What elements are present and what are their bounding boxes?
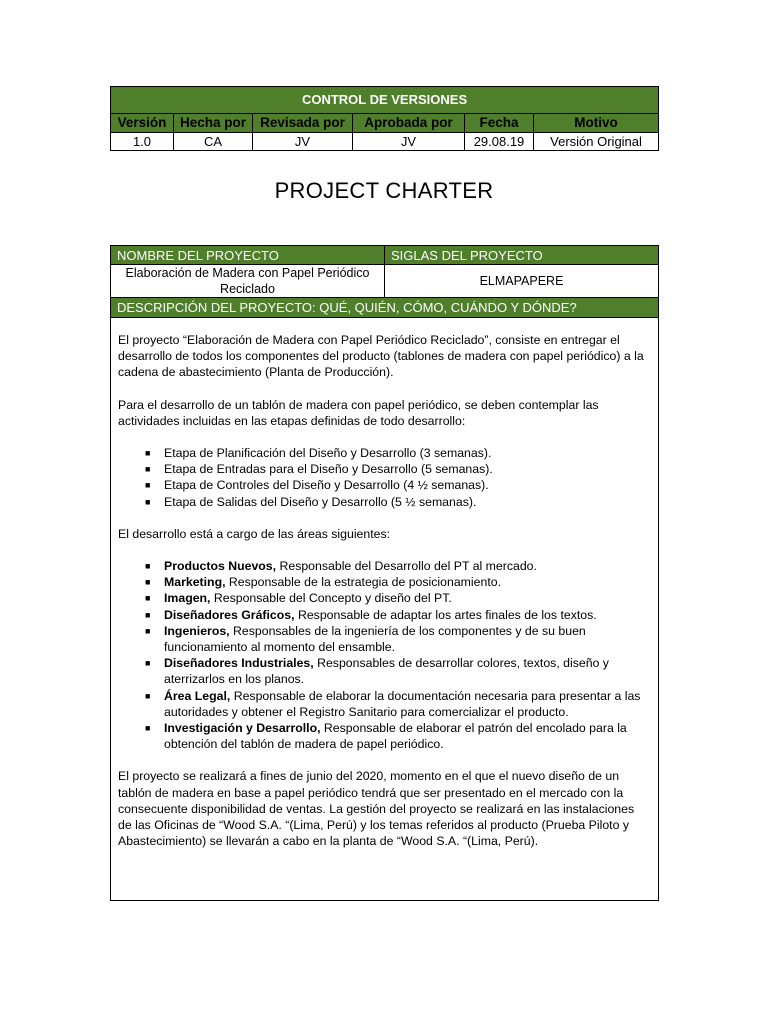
area-item	[144, 655, 649, 687]
bullet-icon: ■	[145, 609, 151, 620]
project-name-label: NOMBRE DEL PROYECTO	[111, 246, 385, 265]
area-name: Marketing,	[164, 575, 226, 590]
description-label-sub: QUÉ, QUIÉN, CÓMO, CUÁNDO Y DÓNDE?	[319, 300, 577, 315]
stage-text: Etapa de Salidas del Diseño y Desarrollo (5 ½ semanas).	[164, 494, 477, 509]
stage-item	[144, 494, 649, 510]
project-table	[110, 245, 659, 901]
areas-list	[118, 558, 649, 752]
area-item	[144, 720, 649, 752]
version-control-title: CONTROL DE VERSIONES	[111, 87, 659, 114]
version-value: 1.0	[111, 133, 174, 151]
area-description: Responsable del Concepto y diseño del PT.	[210, 591, 452, 606]
area-name: Investigación y Desarrollo,	[164, 721, 321, 736]
area-description: Responsables de desarrollar colores, textos, diseño y aterrizarlos en los planos.	[164, 656, 609, 687]
area-item	[144, 623, 649, 655]
date-value: 29.08.19	[465, 133, 534, 151]
bullet-icon: ■	[145, 480, 151, 491]
bullet-icon: ■	[145, 577, 151, 588]
version-control-table	[110, 86, 659, 151]
area-item	[144, 590, 649, 606]
area-name: Imagen,	[164, 591, 211, 606]
project-acronym-label: SIGLAS DEL PROYECTO	[385, 246, 659, 265]
area-description: Responsable de adaptar los artes finales de los textos.	[294, 607, 597, 622]
stage-item	[144, 477, 649, 493]
project-acronym: ELMAPAPERE	[385, 265, 659, 298]
area-name: Ingenieros,	[164, 623, 230, 638]
description-label	[111, 298, 659, 318]
area-description: Responsable de elaborar el patrón del encolado para la obtención del tablón de madera de papel periódico.	[164, 721, 627, 752]
bullet-icon: ■	[145, 593, 151, 604]
area-name: Diseñadores Gráficos,	[164, 607, 295, 622]
bullet-icon: ■	[145, 658, 151, 669]
paragraph-areas-intro: El desarrollo está a cargo de las áreas siguientes:	[118, 526, 391, 541]
reason-value: Versión Original	[534, 133, 659, 151]
approved-by-value: JV	[353, 133, 465, 151]
area-item	[144, 558, 649, 574]
bullet-icon: ■	[145, 464, 151, 475]
reviewed-by-header: Revisada por	[253, 114, 353, 133]
stage-text: Etapa de Entradas para el Diseño y Desarrollo (5 semanas).	[164, 462, 493, 477]
made-by-value: CA	[174, 133, 253, 151]
paragraph-intro: El proyecto “Elaboración de Madera con Papel Periódico Reciclado”, consiste en entregar el desarrollo de todos los componentes del producto (tablones de madera con papel periódico) a la cadena de abastecimiento (Planta de Producción).	[118, 333, 644, 380]
area-name: Diseñadores Industriales,	[164, 656, 314, 671]
stage-text: Etapa de Controles del Diseño y Desarrollo (4 ½ semanas).	[164, 478, 489, 493]
stages-list	[118, 445, 649, 510]
reviewed-by-value: JV	[253, 133, 353, 151]
stage-text: Etapa de Planificación del Diseño y Desarrollo (3 semanas).	[164, 446, 492, 461]
project-name: Elaboración de Madera con Papel Periódico Reciclado	[111, 265, 385, 298]
approved-by-header: Aprobada por	[353, 114, 465, 133]
version-header: Versión	[111, 114, 174, 133]
stage-item	[144, 461, 649, 477]
date-header: Fecha	[465, 114, 534, 133]
paragraph-stages-intro: Para el desarrollo de un tablón de madera con papel periódico, se deben contemplar las actividades incluidas en las etapas definidas de todo desarrollo:	[118, 397, 599, 428]
area-name: Área Legal,	[164, 688, 231, 703]
area-item	[144, 607, 649, 623]
paragraph-schedule: El proyecto se realizará a fines de junio del 2020, momento en el que el nuevo diseño de un tablón de madera en base a papel periódico tendrá que ser presentado en el mercado con la consecuente disponibilidad de ventas. La gestión del proyecto se realizará en las instalaciones de las Oficinas de “Wood S.A. “(Lima, Perú) y los temas referidos al producto (Prueba Piloto y Abastecimiento) se llevarán a cabo en la planta de “Wood S.A. “(Lima, Perú).	[118, 769, 635, 849]
bullet-icon: ■	[145, 625, 151, 636]
area-description: Responsable de elaborar la documentación necesaria para presentar a las autoridades y obtener el Registro Sanitario para comercializar el producto.	[164, 688, 641, 719]
reason-header: Motivo	[534, 114, 659, 133]
made-by-header: Hecha por	[174, 114, 253, 133]
area-item	[144, 688, 649, 720]
description-label-main: DESCRIPCIÓN DEL PROYECTO:	[117, 300, 316, 315]
stage-item	[144, 445, 649, 461]
page-title: PROJECT CHARTER	[274, 178, 494, 203]
area-description: Responsable de la estrategia de posicionamiento.	[225, 575, 501, 590]
area-name: Productos Nuevos,	[164, 559, 277, 574]
area-description: Responsable del Desarrollo del PT al mercado.	[276, 559, 537, 574]
area-item	[144, 574, 649, 590]
bullet-icon: ■	[145, 496, 151, 507]
description-body	[111, 318, 659, 901]
bullet-icon: ■	[145, 561, 151, 572]
bullet-icon: ■	[145, 723, 151, 734]
area-description: Responsables de la ingeniería de los componentes y de su buen funcionamiento al momento del ensamble.	[164, 623, 586, 655]
bullet-icon: ■	[145, 448, 151, 459]
bullet-icon: ■	[145, 690, 151, 701]
